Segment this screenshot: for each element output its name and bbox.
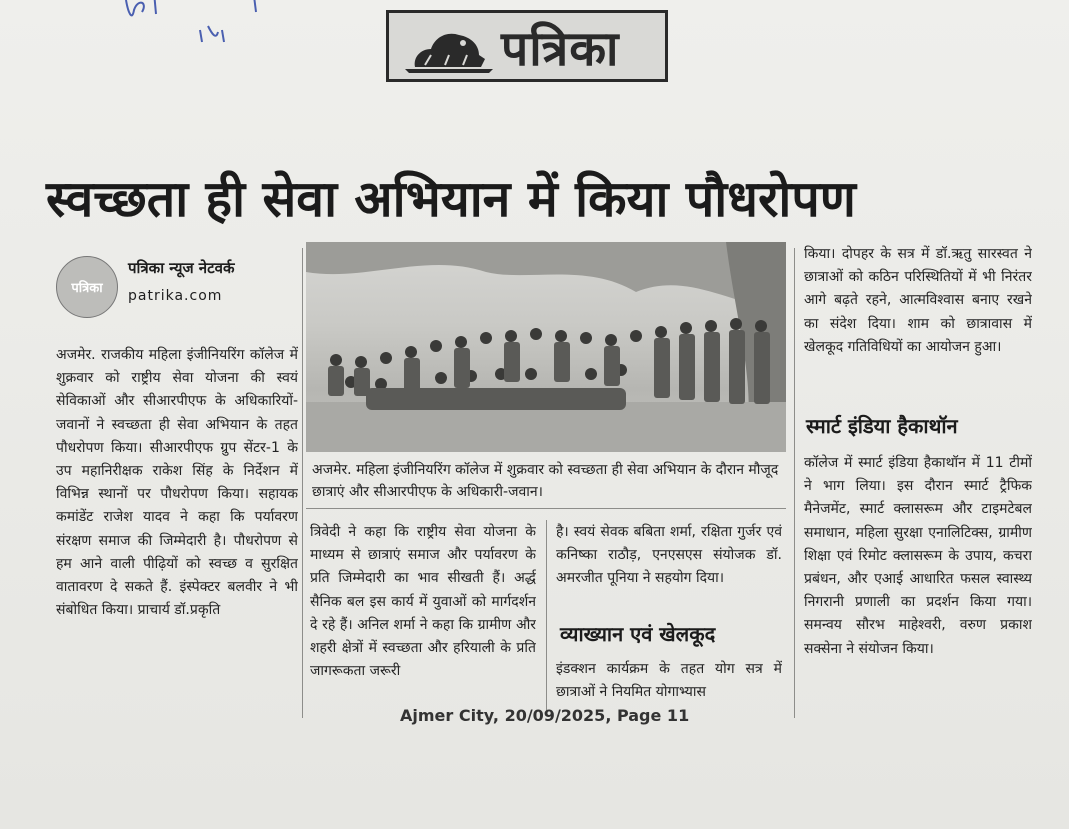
article-column-1: अजमेर. राजकीय महिला इंजीनियरिंग कॉलेज में शुक्रवार को राष्ट्रीय सेवा योजना की स्वयं सेविकाओं और सीआरपीएफ के अधिकारियों-जवानों ने स्वच्छता ही सेवा अभियान के तहत पौधरोपण किया। सीआरपीएफ ग्रुप सेंटर-1 के उप महानिरीक्षक राकेश सिंह के निर्देशन में विभिन्न स्थानों पर पौधरोपण किया। सहायक कमांडेंट राजेश यादव ने कहा कि पर्यावरण संरक्षण समाज की जिम्मेदारी है। पौधरोपण से हम आने वाली पीढ़ियों को स्वच्छ व सुरक्षित वातावरण दे सकते हैं. इंस्पेक्टर बलवीर ने भी संबोधित किया। प्राचार्य डॉ.प्रकृति xyxy=(56,347,298,619)
news-photo xyxy=(306,242,786,452)
byline-name: पत्रिका न्यूज नेटवर्क xyxy=(128,259,235,277)
subhead-lecture-sports: व्याख्यान एवं खेलकूद xyxy=(560,622,716,646)
handwritten-scribble xyxy=(118,0,288,52)
group-photo-illustration xyxy=(306,242,786,452)
column-divider xyxy=(546,520,547,716)
article-column-2: त्रिवेदी ने कहा कि राष्ट्रीय सेवा योजना के माध्यम से छात्राएं समाज और पर्यावरण के प्रति जिम्मेदारी का भाव सीखती हैं। अर्द्ध सैनिक बल इस कार्य में युवाओं को मार्गदर्शन दे रहे हैं। अनिल शर्मा ने कहा कि ग्रामीण और शहरी क्षेत्रों में स्वच्छता और हरियाली के प्रति जागरूकता जरूरी xyxy=(310,524,536,680)
masthead-logo xyxy=(386,10,668,82)
lion-emblem-icon xyxy=(401,21,497,75)
byline-site: patrika.com xyxy=(128,288,223,304)
byline-logo: पत्रिका xyxy=(56,256,118,318)
caption-divider xyxy=(306,508,786,509)
headline: स्वच्छता ही सेवा अभियान में किया पौधरोपण xyxy=(46,169,856,228)
subhead-smart-india-hackathon: स्मार्ट इंडिया हैकाथॉन xyxy=(806,414,958,438)
masthead-name: पत्रिका xyxy=(501,21,620,77)
article-column-4-continued: कॉलेज में स्मार्ट इंडिया हैकाथॉन में 11 टीमों ने भाग लिया। इस दौरान स्मार्ट ट्रैफिक मैनेजमेंट, स्मार्ट क्लासरूम और टाइमटेबल समाधान, महिला सुरक्षा एनालिटिक्स, ग्रामीण शिक्षा एवं रिमोट क्लासरूम के उपाय, कचरा प्रबंधन, और एआई आधारित फसल स्वास्थ्य निगरानी प्रणाली का प्रदर्शन किया गया। समन्वय सौरभ माहेश्वरी, वरुण प्रकाश सक्सेना ने संयोजन किया। xyxy=(804,455,1032,657)
article-column-3-continued: इंडक्शन कार्यक्रम के तहत योग सत्र में छात्राओं ने नियमित योगाभ्यास xyxy=(556,661,782,701)
column-divider xyxy=(302,248,303,718)
source-footer: Ajmer City, 20/09/2025, Page 11 xyxy=(400,706,690,725)
column-divider xyxy=(794,248,795,718)
article-column-3: है। स्वयं सेवक बबिता शर्मा, रक्षिता गुर्जर एवं कनिष्का राठौड़, एनएसएस संयोजक डॉ. अमरजीत पूनिया ने सहयोग दिया। xyxy=(556,524,782,587)
article-column-4: किया। दोपहर के सत्र में डॉ.ऋतु सारस्वत ने छात्राओं को कठिन परिस्थितियों में भी निरंतर आगे बढ़ते रहने, आत्मविश्वास बनाए रखने का संदेश दिया। शाम को छात्रावास में खेलकूद गतिविधियों का आयोजन हुआ। xyxy=(804,246,1032,355)
photo-caption: अजमेर. महिला इंजीनियरिंग कॉलेज में शुक्रवार को स्वच्छता ही सेवा अभियान के दौरान मौजूद छात्राएं और सीआरपीएफ के अधिकारी-जवान। xyxy=(312,462,779,500)
